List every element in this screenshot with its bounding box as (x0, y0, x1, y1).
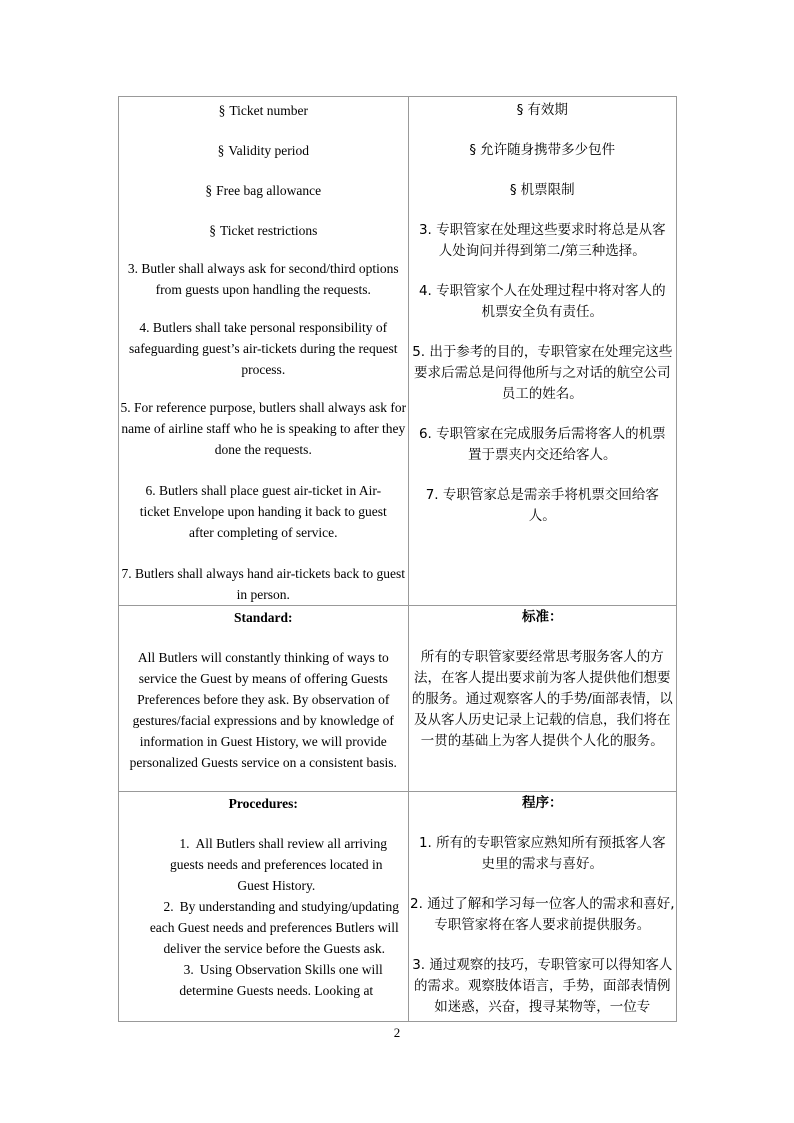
list-item: 6. Butlers shall place guest air-ticket in Air-ticket Envelope upon handing it back to guest after completing of service. (139, 483, 387, 540)
list-item: 3. Using Observation Skills one will determine Guests needs. Looking at (179, 962, 383, 998)
content-table (118, 96, 677, 1022)
bullet-restrictions-zh: § 机票限制 (509, 182, 575, 198)
list-item: 3. 通过观察的技巧，专职管家可以得知客人的需求。观察肢体语言，手势，面部表情例如迷惑，兴奋，搜寻某物等，一位专 (412, 957, 673, 1015)
table-row (119, 606, 677, 792)
bullet-baggage-zh: § 允许随身携带多少包件 (469, 142, 616, 158)
page-number: 2 (393, 1025, 401, 1040)
list-item: 5. 出于参考的目的，专职管家在处理完这些要求后需总是问得他所与之对话的航空公司员工的姓名。 (412, 344, 673, 402)
row2-english-cell (119, 606, 409, 792)
row1-chinese-cell (408, 97, 676, 606)
procedures-heading: Procedures: (228, 796, 298, 811)
bullet-validity-zh: § 有效期 (516, 102, 568, 118)
row3-chinese-cell (408, 792, 676, 1022)
bullet-validity-period: § Validity period (217, 143, 309, 158)
row3-english-cell (119, 792, 409, 1022)
bullet-ticket-number: § Ticket number (218, 103, 308, 118)
list-item: 4. 专职管家个人在处理过程中将对客人的机票安全负有责任。 (418, 283, 666, 320)
standard-heading-zh: 标准： (522, 609, 563, 625)
list-item: 2. 通过了解和学习每一位客人的需求和喜好,专职管家将在客人要求前提供服务。 (410, 896, 675, 933)
list-item: 7. Butlers shall always hand air-tickets back to guest in person. (121, 566, 406, 602)
standard-body-zh: 所有的专职管家要经常思考服务客人的方法，在客人提出要求前为客人提供他们想要的服务。通过观察客人的手势/面部表情，以及从客人历史记录上记载的信息，我们将在一贯的基础上为客人提供个人化的服务。 (411, 649, 673, 749)
list-item: 3. Butler shall always ask for second/third options from guests upon handling the requests. (127, 261, 399, 297)
procedures-heading-zh: 程序： (522, 795, 563, 811)
table-row (119, 792, 677, 1022)
list-item: 1. All Butlers shall review all arriving guests needs and preferences located in Guest History. (170, 836, 388, 893)
list-item: 6. 专职管家在完成服务后需将客人的机票置于票夹内交还给客人。 (418, 426, 666, 463)
bullet-ticket-restrictions: § Ticket restrictions (209, 223, 318, 238)
list-item: 7. 专职管家总是需亲手将机票交回给客人。 (425, 487, 659, 524)
standard-body: All Butlers will constantly thinking of ways to service the Guest by means of offering Guests Preferences before they ask. By observation of gestures/facial expressions and by knowledge of information in Guest History, we will provide personalized Guests service on a consistent basis. (129, 650, 397, 770)
row2-chinese-cell (408, 606, 676, 792)
row1-english-cell (119, 97, 409, 606)
list-item: 4. Butlers shall take personal responsibility of safeguarding guest’s air-tickets during the request process. (129, 320, 398, 377)
bullet-free-bag-allowance: § Free bag allowance (205, 183, 322, 198)
list-item: 1. 所有的专职管家应熟知所有预抵客人客史里的需求与喜好。 (418, 835, 666, 872)
standard-heading: Standard: (234, 610, 293, 625)
list-item: 2. By understanding and studying/updating each Guest needs and preferences Butlers will deliver the service before the Guests ask. (149, 899, 399, 956)
table-row (119, 97, 677, 606)
list-item: 3. 专职管家在处理这些要求时将总是从客人处询问并得到第二/第三种选择。 (418, 222, 666, 259)
list-item: 5. For reference purpose, butlers shall always ask for name of airline staff who he is speaking to after they done the requests. (120, 400, 407, 457)
